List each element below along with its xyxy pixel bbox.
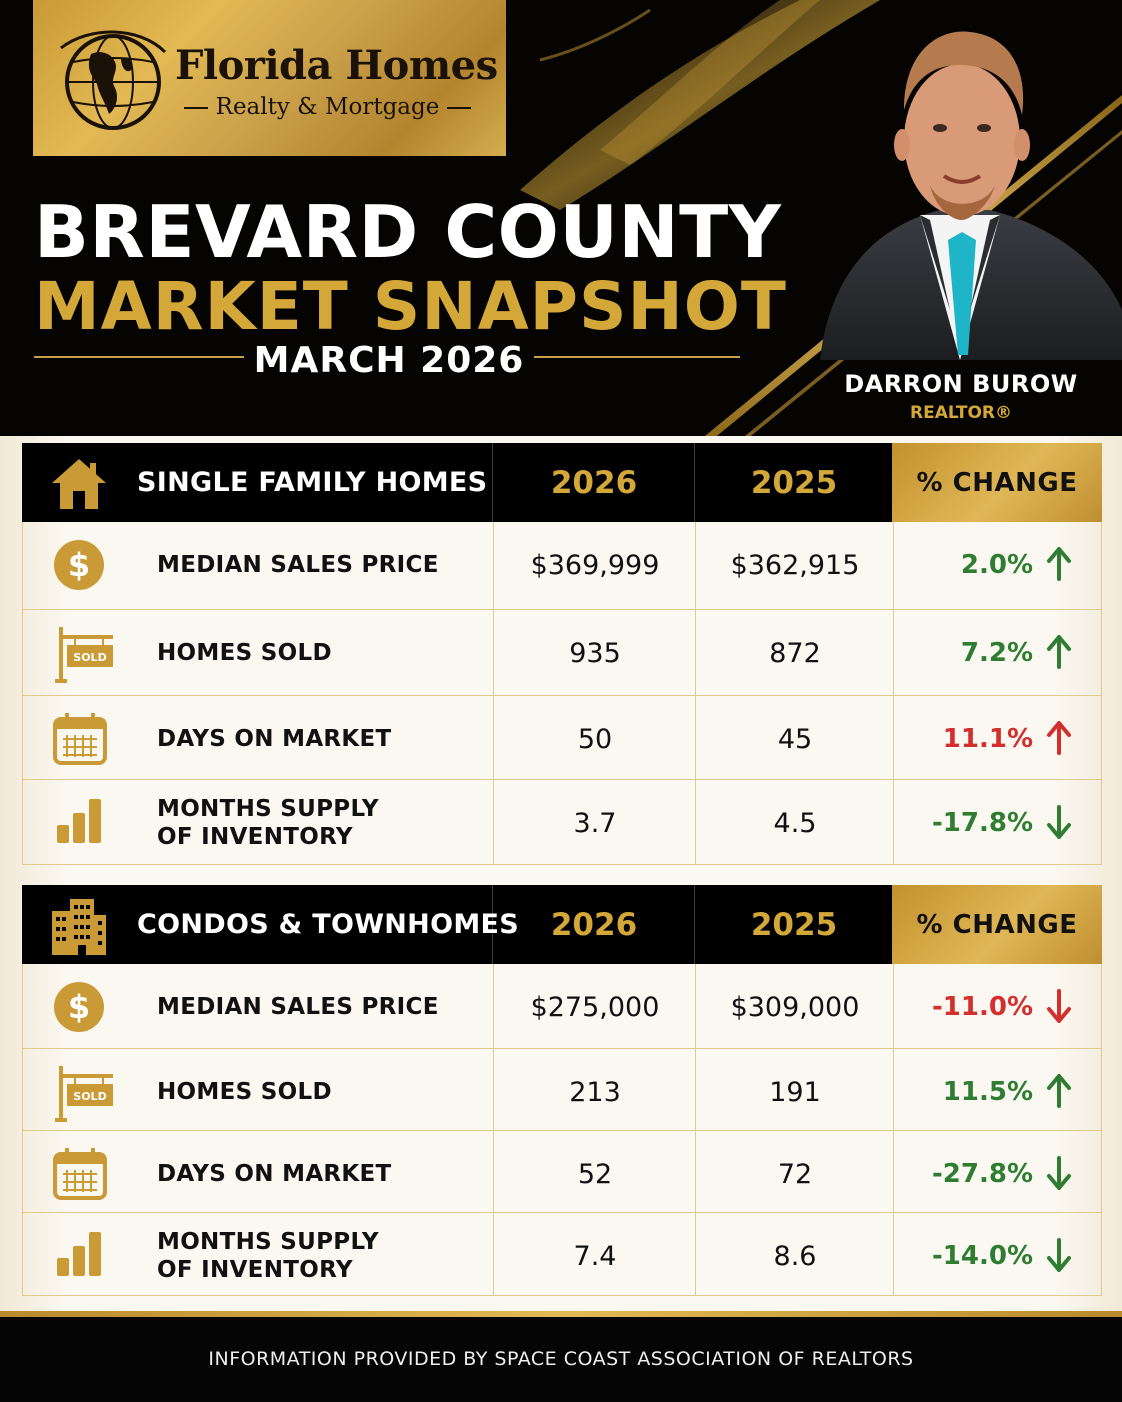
row-label: MEDIAN SALES PRICE bbox=[157, 552, 439, 578]
change-percent: 11.5% bbox=[942, 1077, 1033, 1107]
row-label: DAYS ON MARKET bbox=[157, 726, 392, 752]
row-label: HOMES SOLD bbox=[157, 640, 332, 666]
company-tagline: Realty & Mortgage bbox=[175, 94, 480, 120]
bar-chart-icon bbox=[53, 1230, 105, 1278]
change-percent: -17.8% bbox=[932, 808, 1033, 838]
content-area bbox=[0, 436, 1122, 1316]
dollar-icon bbox=[53, 981, 105, 1033]
value-2026: $275,000 bbox=[530, 992, 660, 1023]
value-2025: $309,000 bbox=[730, 992, 860, 1023]
change-percent: 7.2% bbox=[960, 638, 1033, 668]
divider-left bbox=[34, 356, 244, 358]
arrow-up-icon bbox=[1047, 635, 1071, 669]
footer bbox=[0, 1317, 1122, 1402]
table-header bbox=[22, 443, 1102, 522]
arrow-down-icon bbox=[1047, 805, 1071, 839]
col-change-header: % CHANGE bbox=[916, 910, 1078, 940]
globe-icon bbox=[59, 28, 167, 136]
table-row bbox=[23, 522, 1101, 609]
sold-sign-icon bbox=[53, 627, 115, 683]
row-label-line1: MONTHS SUPPLY bbox=[157, 1229, 379, 1255]
dollar-icon bbox=[53, 539, 105, 591]
table-body bbox=[22, 964, 1102, 1296]
footer-source: INFORMATION PROVIDED BY SPACE COAST ASSOCIATION OF REALTORS bbox=[208, 1348, 914, 1370]
value-2026: 213 bbox=[569, 1077, 621, 1108]
table-row bbox=[23, 964, 1101, 1048]
table-row bbox=[23, 609, 1101, 695]
value-2025: 8.6 bbox=[773, 1241, 817, 1272]
agent-photo bbox=[800, 10, 1122, 360]
change-percent: -11.0% bbox=[932, 992, 1033, 1022]
table-row bbox=[23, 1048, 1101, 1130]
company-name: Florida Homes bbox=[175, 42, 498, 89]
arrow-up-icon bbox=[1047, 547, 1071, 581]
building-icon bbox=[50, 897, 108, 957]
row-label-line2: OF INVENTORY bbox=[157, 824, 353, 850]
section-title: CONDOS & TOWNHOMES bbox=[137, 909, 519, 940]
house-icon bbox=[50, 455, 108, 511]
sold-sign-icon bbox=[53, 1066, 115, 1122]
calendar-icon bbox=[53, 713, 107, 765]
value-2025: 4.5 bbox=[773, 808, 817, 839]
value-2025: 45 bbox=[777, 724, 813, 755]
change-percent: 11.1% bbox=[942, 724, 1033, 754]
arrow-down-icon bbox=[1047, 989, 1071, 1023]
col-2026-header: 2026 bbox=[550, 907, 638, 943]
change-percent: -14.0% bbox=[932, 1241, 1033, 1271]
col-2026-header: 2026 bbox=[550, 465, 638, 501]
value-2026: 50 bbox=[577, 724, 613, 755]
change-percent: 2.0% bbox=[960, 550, 1033, 580]
change-percent: -27.8% bbox=[932, 1159, 1033, 1189]
value-2025: 872 bbox=[769, 638, 821, 669]
value-2025: 72 bbox=[777, 1159, 813, 1190]
svg-text:SOLD: SOLD bbox=[73, 1090, 107, 1103]
value-2025: $362,915 bbox=[730, 550, 860, 581]
arrow-down-icon bbox=[1047, 1156, 1071, 1190]
row-label: HOMES SOLD bbox=[157, 1079, 332, 1105]
value-2026: 52 bbox=[577, 1159, 613, 1190]
report-date: MARCH 2026 bbox=[253, 340, 525, 381]
row-label: MEDIAN SALES PRICE bbox=[157, 994, 439, 1020]
header-banner bbox=[0, 0, 1122, 436]
row-label-line2: OF INVENTORY bbox=[157, 1257, 353, 1283]
table-body bbox=[22, 522, 1102, 865]
title-county: BREVARD COUNTY bbox=[34, 190, 782, 274]
table-row bbox=[23, 1130, 1101, 1212]
arrow-up-icon bbox=[1047, 721, 1071, 755]
arrow-down-icon bbox=[1047, 1238, 1071, 1272]
value-2026: 3.7 bbox=[573, 808, 617, 839]
arrow-up-icon bbox=[1047, 1074, 1071, 1108]
value-2026: 7.4 bbox=[573, 1241, 617, 1272]
col-2025-header: 2025 bbox=[750, 907, 838, 943]
divider-right bbox=[534, 356, 740, 358]
row-label bbox=[157, 795, 379, 851]
table-row bbox=[23, 779, 1101, 864]
value-2025: 191 bbox=[769, 1077, 821, 1108]
agent-role: REALTOR® bbox=[909, 403, 1013, 423]
svg-text:$: $ bbox=[67, 988, 91, 1026]
calendar-icon bbox=[53, 1148, 107, 1200]
svg-text:SOLD: SOLD bbox=[73, 651, 107, 664]
section-title: SINGLE FAMILY HOMES bbox=[137, 467, 488, 498]
agent-name: DARRON BUROW bbox=[844, 370, 1078, 398]
row-label-line1: MONTHS SUPPLY bbox=[157, 796, 379, 822]
col-change-header: % CHANGE bbox=[916, 468, 1078, 498]
value-2026: $369,999 bbox=[530, 550, 660, 581]
table-header bbox=[22, 885, 1102, 964]
value-2026: 935 bbox=[569, 638, 621, 669]
title-snapshot: MARKET SNAPSHOT bbox=[34, 268, 787, 345]
bar-chart-icon bbox=[53, 797, 105, 845]
row-label: DAYS ON MARKET bbox=[157, 1161, 392, 1187]
company-logo bbox=[33, 0, 506, 156]
svg-text:$: $ bbox=[67, 546, 91, 584]
table-row bbox=[23, 1212, 1101, 1295]
row-label bbox=[157, 1228, 379, 1284]
col-2025-header: 2025 bbox=[750, 465, 838, 501]
table-row bbox=[23, 695, 1101, 779]
